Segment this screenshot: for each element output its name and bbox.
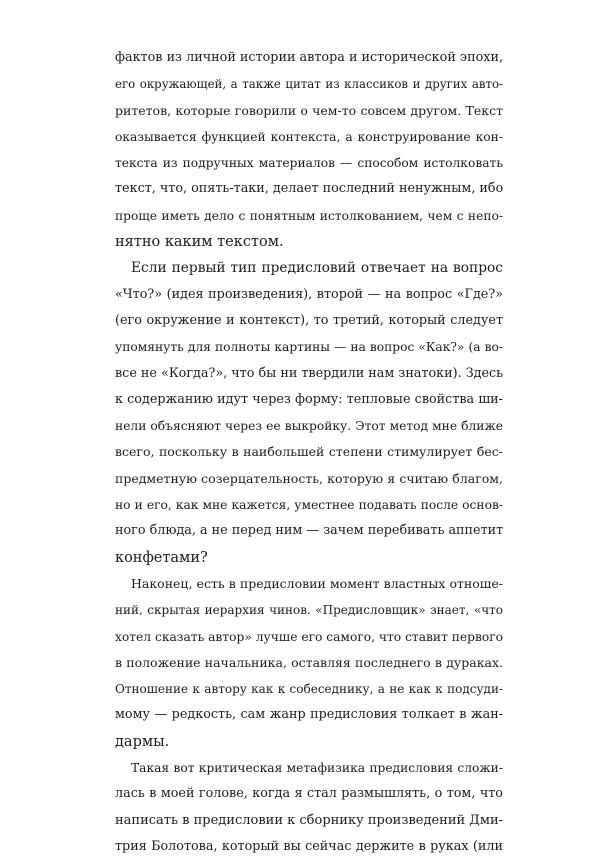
text-line: ний, скрытая иерархия чинов. «Предисловщик» знает, «что	[115, 603, 503, 618]
text-line: трия Болотова, который вы сейчас держите в руках (или	[115, 838, 503, 854]
text-line: оказывается функцией контекста, а конструирование кон-	[115, 129, 503, 144]
text-line: конфетами?	[115, 549, 208, 566]
paragraph	[115, 755, 503, 860]
text-line: предметную созерцательность, которую я считаю благом,	[115, 470, 503, 486]
text-line: в положение начальника, оставляя последнего в дураках.	[115, 654, 503, 670]
text-line: проще иметь дело с понятным истолкованием, чем с непо-	[115, 208, 503, 223]
paragraph	[115, 255, 503, 571]
text-line: упомянуть для полноты картины — на вопрос «Как?» (а во-	[115, 340, 503, 355]
text-line: всего, поскольку в наибольшей степени стимулирует бес-	[115, 444, 503, 460]
text-line: текста из подручных материалов — способом истолковать	[115, 156, 503, 171]
text-line: но и его, как мне кажется, уместнее подавать после основ-	[115, 498, 503, 513]
text-line: нятно каким текстом.	[115, 234, 284, 251]
text-line: Отношение к автору как к собеседнику, а не как к подсуди-	[115, 682, 503, 697]
text-line: написать в предисловии к сборнику произведений Дми-	[115, 812, 504, 828]
text-line: мому — редкость, сам жанр предисловия толкает в жан-	[115, 707, 503, 723]
text-line: Наконец, есть в предисловии момент властных отноше-	[131, 575, 503, 591]
text-line: (его окружение и контекст), то третий, который следует	[115, 312, 503, 328]
paragraph	[115, 571, 503, 755]
text-line: Такая вот критическая метафизика предисловия сложи-	[131, 761, 503, 776]
text-line: нели объясняют через ее выкройку. Этот метод мне ближе	[115, 419, 503, 434]
text-line: все не «Когда?», что бы ни твердили нам знатоки). Здесь	[115, 365, 504, 381]
text-line: ритетов, которые говорили о чем-то совсем другом. Текст	[115, 102, 503, 118]
text-line: ного блюда, а не перед ним — зачем перебивать аппетит	[115, 523, 504, 539]
text-line: фактов из личной истории автора и исторической эпохи,	[115, 50, 503, 65]
text-line: хотел сказать автор» лучше его самого, что ставит первого	[115, 629, 504, 644]
text-line: лась в моей голове, когда я стал размышлять, о том, что	[115, 786, 503, 802]
body-text	[115, 45, 503, 860]
text-line: дармы.	[115, 733, 170, 750]
text-line: текст, что, опять-таки, делает последний ненужным, ибо	[115, 181, 504, 197]
paragraph	[115, 45, 503, 255]
text-line: его окружающей, а также цитат из классиков и других авто-	[115, 77, 503, 92]
text-line: Если первый тип предисловий отвечает на вопрос	[131, 260, 503, 277]
text-line: «Что?» (идея произведения), второй — на вопрос «Где?»	[115, 286, 503, 302]
text-line: к содержанию идут через форму: тепловые свойства ши-	[115, 391, 503, 407]
